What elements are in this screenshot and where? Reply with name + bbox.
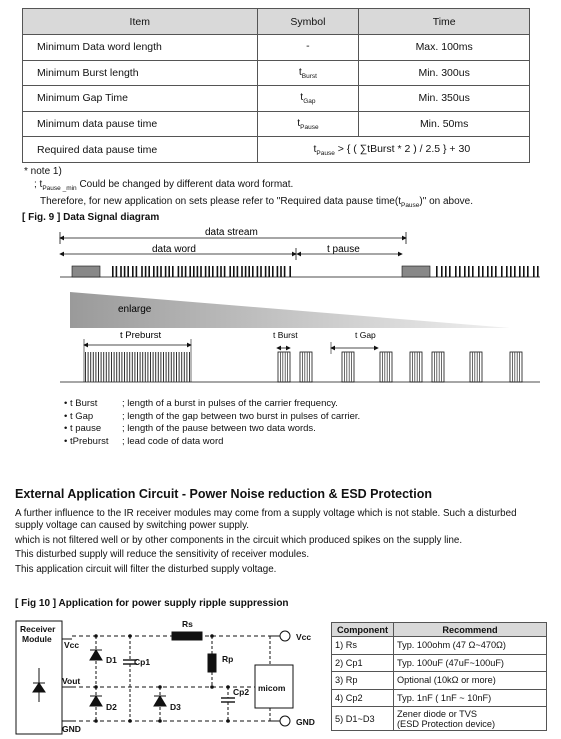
- rp-label: Rp: [222, 654, 234, 664]
- signal-pulse: [101, 352, 102, 382]
- signal-pulse: [197, 266, 199, 277]
- signal-pulse: [137, 352, 138, 382]
- fig9-title: [ Fig. 9 ] Data Signal diagram: [22, 212, 160, 223]
- signal-pulse: [482, 266, 484, 277]
- legend-item: [64, 436, 360, 449]
- signal-pulse: [287, 352, 288, 382]
- signal-pulse: [474, 352, 475, 382]
- signal-pulse: [517, 352, 518, 382]
- signal-pulse: [185, 266, 187, 277]
- signal-pulse: [121, 352, 122, 382]
- note-text: ; t: [34, 179, 43, 190]
- recommend-cell: Typ. 100uF (47uF~100uF): [394, 654, 547, 672]
- enlarge-label: enlarge: [118, 304, 152, 315]
- signal-pulse: [176, 352, 177, 382]
- signal-pulse: [514, 266, 516, 277]
- burst-outline: [470, 352, 482, 382]
- signal-pulse: [119, 352, 120, 382]
- cp2-label: Cp2: [233, 687, 250, 697]
- signal-pulse: [184, 352, 185, 382]
- signal-pulse: [419, 352, 420, 382]
- signal-pulse: [436, 352, 437, 382]
- signal-pulse: [245, 266, 247, 277]
- table-header-row: [332, 623, 547, 637]
- table-row: [23, 86, 530, 112]
- note-title: * note 1): [24, 166, 62, 177]
- header-component: Component: [332, 623, 394, 637]
- signal-pulse: [512, 352, 513, 382]
- time-cell: Max. 100ms: [359, 35, 530, 61]
- formula-cell: [257, 137, 530, 163]
- d1-label: D1: [106, 655, 117, 665]
- signal-pulse: [464, 266, 466, 277]
- signal-pulse: [436, 266, 438, 277]
- recommend-line: Zener diode or TVS: [397, 708, 478, 719]
- signal-pulse: [158, 352, 159, 382]
- t-gap-label: t Gap: [355, 330, 376, 340]
- signal-pulse: [439, 352, 440, 382]
- signal-pulse: [519, 352, 520, 382]
- signal-pulse: [172, 266, 174, 277]
- signal-pulse: [186, 352, 187, 382]
- table-row: [23, 35, 530, 61]
- signal-pulse: [414, 352, 415, 382]
- signal-pulse: [145, 352, 146, 382]
- signal-pulse: [93, 352, 94, 382]
- signal-pulse: [106, 352, 107, 382]
- signal-pulse: [142, 352, 143, 382]
- signal-pulse: [241, 266, 243, 277]
- burst-outline: [278, 352, 290, 382]
- vcc-output-label: Vcc: [296, 632, 312, 642]
- signal-pulse: [124, 266, 126, 277]
- signal-pulse: [309, 352, 310, 382]
- t-preburst-label: t Preburst: [120, 330, 162, 341]
- signal-pulse: [389, 352, 390, 382]
- symbol-cell: [257, 111, 359, 137]
- signal-pulse: [168, 266, 170, 277]
- recommend-cell: Typ. 100ohm (47 Ω~470Ω): [394, 637, 547, 655]
- signal-pulse: [248, 266, 250, 277]
- formula-sym: t: [313, 142, 317, 155]
- signal-pulse: [108, 352, 109, 382]
- signal-pulse: [129, 352, 130, 382]
- gnd-pin-label: GND: [62, 724, 81, 734]
- legend-item: [64, 398, 360, 411]
- signal-pulse: [116, 352, 117, 382]
- table-row: [332, 637, 547, 655]
- signal-pulse: [441, 352, 442, 382]
- signal-pulse: [220, 266, 222, 277]
- signal-pulse: [229, 266, 231, 277]
- signal-pulse: [85, 352, 86, 382]
- signal-pulse: [147, 352, 148, 382]
- formula-sub: Pause: [316, 149, 335, 157]
- symbol-cell: [257, 35, 359, 61]
- signal-pulse: [127, 352, 128, 382]
- signal-pulse: [346, 352, 347, 382]
- signal-pulse: [382, 352, 383, 382]
- signal-pulse: [302, 352, 303, 382]
- signal-pulse: [145, 266, 147, 277]
- burst-outline: [432, 352, 444, 382]
- signal-pulse: [189, 266, 191, 277]
- signal-pulse: [171, 352, 172, 382]
- timing-table: [22, 8, 530, 163]
- t-pause-label: t pause: [327, 244, 360, 255]
- signal-pulse: [304, 352, 305, 382]
- cp1-label: Cp1: [134, 657, 151, 667]
- time-cell: Min. 350us: [359, 86, 530, 112]
- signal-pulse: [193, 266, 195, 277]
- symbol-text: -: [306, 40, 310, 53]
- signal-pulse: [124, 352, 125, 382]
- item-cell: Required data pause time: [23, 137, 258, 163]
- table-row: [332, 707, 547, 731]
- item-cell: Minimum Burst length: [23, 60, 258, 86]
- recommend-cell: Typ. 1nF ( 1nF ~ 10nF): [394, 689, 547, 707]
- signal-pulse: [208, 266, 210, 277]
- symbol-cell: [257, 60, 359, 86]
- signal-pulse: [160, 352, 161, 382]
- vcc-pin-label: Vcc: [64, 640, 80, 650]
- table-row: [23, 60, 530, 86]
- signal-pulse: [268, 266, 270, 277]
- legend-desc: ; length of a burst in pulses of the carrier frequency.: [122, 398, 338, 409]
- burst-outline: [410, 352, 422, 382]
- legend-term: • t pause: [64, 423, 102, 435]
- component-cell: 4) Cp2: [332, 689, 394, 707]
- table-row-required: [23, 137, 530, 163]
- signal-pulse: [417, 352, 418, 382]
- recommend-cell: Optional (10kΩ or more): [394, 672, 547, 690]
- burst-outline: [380, 352, 392, 382]
- item-cell: Minimum Data word length: [23, 35, 258, 61]
- signal-pulse: [384, 352, 385, 382]
- legend-term: • t Gap: [64, 410, 94, 422]
- legend-desc: ; length of the pause between two data words.: [122, 423, 316, 435]
- signal-pulse: [157, 266, 159, 277]
- micom-label: micom: [258, 683, 286, 693]
- signal-pulse: [280, 352, 281, 382]
- signal-pulse: [344, 352, 345, 382]
- time-cell: Min. 300us: [359, 60, 530, 86]
- recommend-line: (ESD Protection device): [397, 718, 496, 729]
- signal-pulse: [478, 266, 480, 277]
- component-table: [331, 622, 547, 731]
- symbol-text: t: [300, 91, 304, 104]
- burst-outline: [510, 352, 522, 382]
- note-block: [24, 165, 473, 212]
- signal-pulse: [181, 266, 183, 277]
- legend-term: • tPreburst: [64, 435, 109, 447]
- signal-pulse: [150, 352, 151, 382]
- signal-pulse: [116, 266, 118, 277]
- signal-pulse: [284, 266, 286, 277]
- signal-pulse: [510, 266, 512, 277]
- paragraph: This disturbed supply will reduce the sensitivity of receiver modules.: [15, 549, 310, 561]
- signal-pulse: [449, 266, 451, 277]
- symbol-cell: [257, 86, 359, 112]
- component-cell: 1) Rs: [332, 637, 394, 655]
- signal-pulse: [132, 266, 134, 277]
- data-word-label: data word: [152, 244, 196, 255]
- signal-pulse: [285, 352, 286, 382]
- signal-pulse: [166, 352, 167, 382]
- time-cell: Min. 50ms: [359, 111, 530, 137]
- signal-pulse: [200, 266, 202, 277]
- signal-pulse: [155, 352, 156, 382]
- signal-pulse: [88, 352, 89, 382]
- signal-pulse: [205, 266, 207, 277]
- signal-pulse: [179, 352, 180, 382]
- signal-pulse: [277, 266, 279, 277]
- component-cell: 3) Rp: [332, 672, 394, 690]
- section-body: [15, 508, 545, 576]
- signal-pulse: [472, 352, 473, 382]
- signal-pulse: [519, 266, 521, 277]
- t-burst-label: t Burst: [273, 330, 298, 340]
- signal-trace-top: [60, 266, 540, 277]
- signal-pulse: [178, 266, 180, 277]
- burst-outline: [342, 352, 354, 382]
- signal-pulse: [506, 266, 508, 277]
- table-header-row: [23, 9, 530, 35]
- signal-pulse: [537, 266, 539, 277]
- legend-desc: ; length of the gap between two burst in pulses of carrier.: [122, 410, 361, 422]
- section-heading: External Application Circuit - Power Noise reduction & ESD Protection: [15, 487, 432, 501]
- signal-pulse: [153, 266, 155, 277]
- signal-pulse: [111, 352, 112, 382]
- paragraph: A further influence to the IR receiver modules may come from a supply voltage which is not stable. Such a disturbed supply voltage can caused by switching power supply.: [15, 508, 517, 532]
- header-symbol: Symbol: [257, 9, 359, 35]
- signal-pulse: [459, 266, 461, 277]
- ripple-suppression-circuit: [0, 612, 330, 739]
- data-signal-diagram: [0, 224, 561, 394]
- signal-pulse: [349, 352, 350, 382]
- fig10-title: [ Fig 10 ] Application for power supply ripple suppression: [15, 598, 289, 609]
- signal-pulse: [148, 266, 150, 277]
- note-line-2: [24, 195, 473, 212]
- signal-pulse: [501, 266, 503, 277]
- signal-pulse: [477, 352, 478, 382]
- signal-pulse: [132, 352, 133, 382]
- signal-pulse: [479, 352, 480, 382]
- table-row: [332, 672, 547, 690]
- rs-label: Rs: [182, 619, 193, 629]
- signal-pulse: [217, 266, 219, 277]
- signal-legend: [64, 398, 360, 448]
- signal-pulse: [120, 266, 122, 277]
- header-time: Time: [359, 9, 530, 35]
- data-stream-label: data stream: [205, 227, 258, 238]
- signal-pulse: [163, 352, 164, 382]
- receiver-label-1: Receiver: [20, 624, 56, 634]
- vcc-terminal: [280, 631, 290, 641]
- signal-pulse: [257, 266, 259, 277]
- signal-pulse: [252, 266, 254, 277]
- paragraph: which is not filtered well or by other components in the circuit which produced spikes on the supply line.: [15, 534, 463, 546]
- vout-pin-label: Vout: [62, 676, 81, 686]
- receiver-label-2: Module: [22, 634, 52, 644]
- signal-pulse: [412, 352, 413, 382]
- signal-pulse: [103, 352, 104, 382]
- component-cell: 2) Cp1: [332, 654, 394, 672]
- signal-pulse: [351, 352, 352, 382]
- note-text: Could be changed by different data word format.: [76, 179, 294, 190]
- signal-pulse: [173, 352, 174, 382]
- signal-pulse: [189, 352, 190, 382]
- signal-pulse: [95, 352, 96, 382]
- signal-pulse: [468, 266, 470, 277]
- d3-label: D3: [170, 702, 181, 712]
- header-recommend: Recommend: [394, 623, 547, 637]
- signal-pulse: [168, 352, 169, 382]
- signal-pulse: [434, 352, 435, 382]
- formula-text: > { ( ∑tBurst * 2 ) / 2.5 } + 30: [334, 142, 471, 155]
- burst-outline: [300, 352, 312, 382]
- signal-pulse: [112, 266, 114, 277]
- signal-pulse: [114, 352, 115, 382]
- signal-pulse: [272, 266, 274, 277]
- component-cell: 5) D1~D3: [332, 707, 394, 731]
- gnd-output-label: GND: [296, 717, 315, 727]
- paragraph: This application circuit will filter the disturbed supply voltage.: [15, 563, 277, 575]
- signal-pulse: [387, 352, 388, 382]
- signal-pulse: [533, 266, 535, 277]
- signal-pulse: [136, 266, 138, 277]
- recommend-cell: [394, 707, 547, 731]
- symbol-sub: Burst: [301, 72, 317, 80]
- signal-pulse: [455, 266, 457, 277]
- signal-pulse: [90, 352, 91, 382]
- signal-pulse: [153, 352, 154, 382]
- signal-pulse: [445, 266, 447, 277]
- signal-pulse: [441, 266, 443, 277]
- table-row: [332, 654, 547, 672]
- d2-label: D2: [106, 702, 117, 712]
- legend-item: [64, 423, 360, 436]
- signal-pulse: [487, 266, 489, 277]
- signal-pulse: [140, 352, 141, 382]
- signal-pulse: [472, 266, 474, 277]
- signal-pulse: [141, 266, 143, 277]
- signal-pulse: [307, 352, 308, 382]
- signal-pulse: [181, 352, 182, 382]
- symbol-sub: Gap: [303, 98, 316, 106]
- signal-pulse: [160, 266, 162, 277]
- note-line-1: [24, 178, 473, 195]
- signal-pulse: [212, 266, 214, 277]
- table-row: [23, 111, 530, 137]
- signal-pulse: [98, 352, 99, 382]
- signal-pulse: [233, 266, 235, 277]
- signal-pulse: [282, 352, 283, 382]
- legend-item: [64, 411, 360, 424]
- signal-pulse: [165, 266, 167, 277]
- symbol-text: t: [298, 65, 302, 78]
- signal-pulse: [224, 266, 226, 277]
- signal-pulse: [237, 266, 239, 277]
- header-item: Item: [23, 9, 258, 35]
- legend-term: • t Burst: [64, 398, 98, 409]
- note-text: Therefore, for new application on sets please refer to "Required data pause time(t: [40, 196, 401, 207]
- signal-pulse: [514, 352, 515, 382]
- legend-desc: ; lead code of data word: [122, 435, 224, 447]
- signal-pulse: [134, 352, 135, 382]
- note-text: )" on above.: [419, 196, 474, 207]
- item-cell: Minimum data pause time: [23, 111, 258, 137]
- signal-pulse: [127, 266, 129, 277]
- signal-pulse: [491, 266, 493, 277]
- gnd-terminal: [280, 716, 290, 726]
- signal-pulse: [260, 266, 262, 277]
- signal-pulse: [265, 266, 267, 277]
- signal-pulse: [527, 266, 529, 277]
- symbol-sub: Pause: [300, 124, 319, 132]
- note-sub: Pause: [400, 202, 420, 209]
- table-row: [332, 689, 547, 707]
- signal-pulse: [495, 266, 497, 277]
- item-cell: Minimum Gap Time: [23, 86, 258, 112]
- signal-pulse: [289, 266, 291, 277]
- signal-pulse: [280, 266, 282, 277]
- signal-pulse: [523, 266, 525, 277]
- symbol-text: t: [297, 117, 301, 130]
- signal-trace-enlarged: [60, 352, 540, 382]
- note-sub: Pause _min: [42, 185, 77, 192]
